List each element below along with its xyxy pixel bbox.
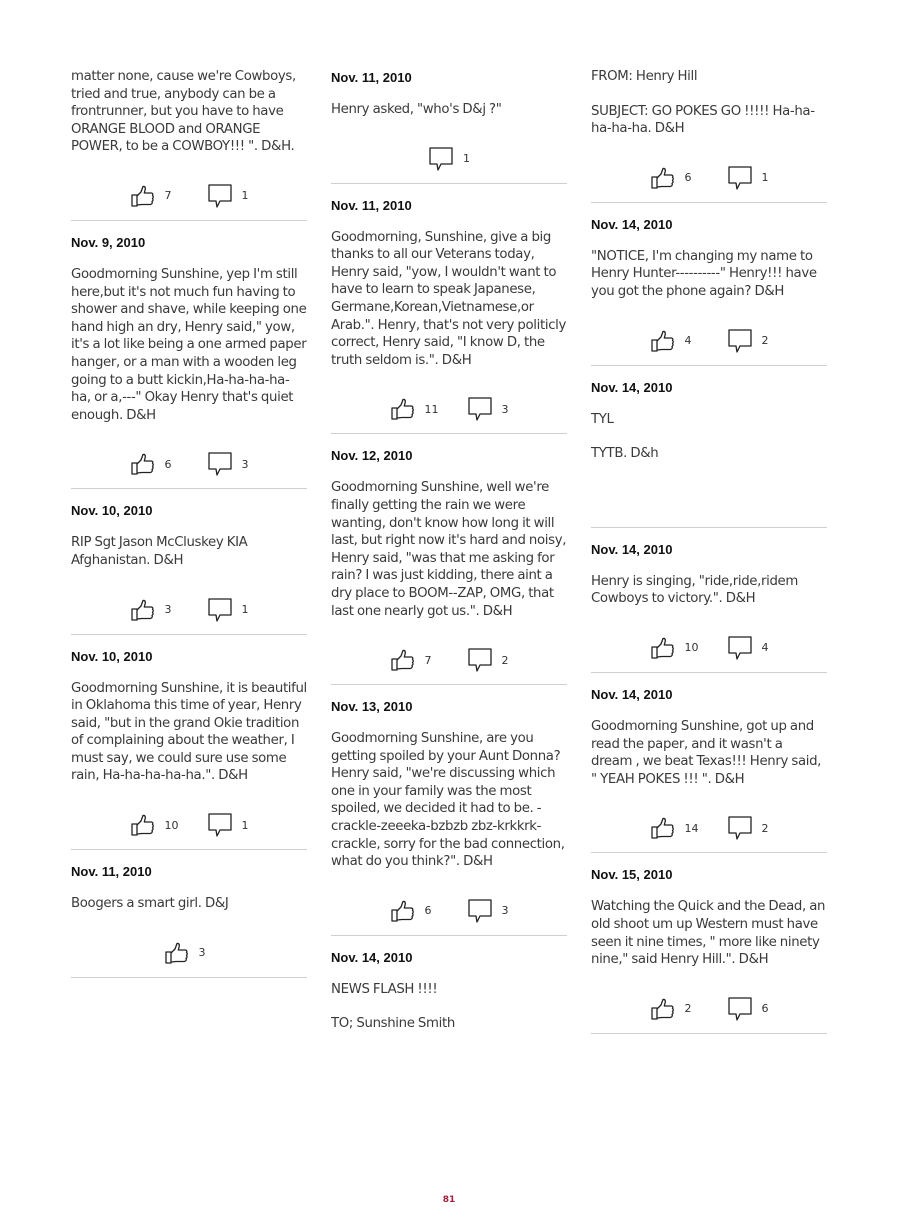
speech-bubble-icon — [727, 815, 753, 841]
comment-button[interactable] — [207, 812, 249, 838]
like-button[interactable] — [650, 636, 701, 660]
post-entry — [331, 950, 567, 1042]
like-button[interactable] — [390, 648, 441, 672]
post-entry — [71, 649, 307, 851]
post-paragraph: Boogers a smart girl. D&J — [71, 896, 229, 912]
reaction-bar — [331, 645, 567, 675]
comment-button[interactable] — [207, 597, 249, 623]
post-date: Nov. 10, 2010 — [71, 503, 153, 519]
thumbs-up-icon — [390, 648, 416, 672]
post-body — [71, 534, 307, 569]
thumbs-up-icon — [130, 184, 156, 208]
comment-button[interactable] — [467, 898, 509, 924]
post-entry — [591, 542, 827, 673]
post-paragraph: Goodmorning Sunshine, yep I'm still here,but it's not much fun having to shower and shave, while keeping one hand high an dry, Henry said," yow, it's a lot like being a one armed paper hanger, or a man with a wooden leg going to a butt kickin,Ha-ha-ha-ha-ha, or a,---" Okay Henry that's quiet enough. D&H — [71, 266, 307, 423]
comment-count: 3 — [501, 402, 509, 416]
thumbs-up-icon-graphic — [650, 329, 676, 353]
like-count: 7 — [164, 189, 172, 203]
like-button[interactable] — [390, 899, 441, 923]
like-button[interactable] — [650, 329, 701, 353]
post-entry — [331, 198, 567, 435]
comment-button[interactable] — [727, 328, 769, 354]
like-count: 4 — [684, 334, 692, 348]
comment-count: 2 — [501, 653, 509, 667]
column-right — [591, 68, 827, 1048]
reaction-bar — [591, 813, 827, 843]
speech-bubble-icon — [727, 635, 753, 661]
comment-count: 6 — [761, 1002, 769, 1016]
post-body — [331, 730, 567, 871]
like-button[interactable] — [650, 166, 701, 190]
thumbs-up-icon — [390, 899, 416, 923]
thumbs-up-icon-graphic — [650, 816, 676, 840]
post-paragraph: SUBJECT: GO POKES GO !!!!! Ha-ha-ha-ha-ha. D&H — [591, 103, 815, 137]
reaction-bar — [71, 449, 307, 479]
comment-count: 1 — [241, 603, 249, 616]
post-date: Nov. 11, 2010 — [331, 70, 412, 85]
like-button[interactable] — [390, 397, 441, 421]
thumbs-up-icon-graphic — [390, 648, 416, 672]
post-date: Nov. 13, 2010 — [331, 699, 413, 715]
speech-bubble-icon — [428, 146, 454, 172]
thumbs-up-icon-graphic — [390, 397, 416, 421]
comment-button[interactable] — [467, 647, 509, 673]
post-paragraph: TYTB. D&h — [591, 446, 659, 462]
comment-count: 1 — [761, 171, 769, 185]
comment-button[interactable] — [428, 146, 470, 172]
post-date: Nov. 14, 2010 — [591, 686, 673, 702]
like-button[interactable] — [650, 997, 701, 1021]
speech-bubble-icon — [467, 647, 493, 673]
post-entry — [71, 235, 307, 489]
comment-button[interactable] — [207, 183, 249, 209]
like-count: 14 — [684, 821, 699, 835]
post-paragraph: TYL — [591, 411, 614, 427]
comment-count: 4 — [761, 641, 769, 655]
post-entry — [591, 380, 827, 528]
post-paragraph: TO; Sunshine Smith — [331, 1016, 455, 1032]
like-button[interactable] — [130, 598, 181, 622]
post-entry — [591, 68, 827, 203]
thumbs-up-icon-graphic — [650, 166, 676, 190]
post-date: Nov. 15, 2010 — [591, 867, 673, 883]
post-paragraph: "NOTICE, I'm changing my name to Henry Hunter----------" Henry!!! have you got the phone again? D&H — [591, 248, 817, 299]
like-count: 6 — [424, 904, 432, 918]
reaction-bar — [71, 810, 307, 840]
thumbs-up-icon — [130, 813, 156, 837]
thumbs-up-icon-graphic — [650, 636, 676, 660]
post-paragraph: Goodmorning Sunshine, are you getting spoiled by your Aunt Donna? Henry said, "we're discussing which one in your family was the most spoiled, we decided it had to be. -crackle-zeeeka-bzbzb zbz-krkkrk-crackle, sorry for the bad connection, what do you think?". D&H — [331, 731, 565, 870]
comment-count: 2 — [761, 821, 769, 835]
post-date: Nov. 11, 2010 — [71, 864, 152, 880]
post-date: Nov. 14, 2010 — [331, 949, 413, 965]
reaction-bar — [71, 595, 307, 625]
thumbs-up-icon — [650, 166, 676, 190]
speech-bubble-icon — [207, 451, 233, 477]
speech-bubble-icon-graphic — [207, 451, 233, 477]
thumbs-up-icon-graphic — [650, 997, 676, 1021]
reaction-bar — [591, 633, 827, 663]
like-button[interactable] — [164, 941, 215, 965]
reaction-bar — [331, 144, 567, 174]
post-body — [591, 68, 827, 138]
comment-count: 3 — [241, 457, 249, 471]
like-count: 10 — [684, 641, 699, 655]
post-body — [591, 411, 827, 463]
post-date: Nov. 10, 2010 — [71, 648, 153, 664]
post-body — [591, 718, 827, 788]
speech-bubble-icon-graphic — [727, 328, 753, 354]
comment-button[interactable] — [727, 635, 769, 661]
comment-count: 1 — [241, 189, 249, 203]
post-paragraph: NEWS FLASH !!!! — [331, 981, 438, 997]
comment-button[interactable] — [727, 815, 769, 841]
like-count: 3 — [198, 946, 206, 960]
like-button[interactable] — [130, 184, 181, 208]
speech-bubble-icon-graphic — [467, 647, 493, 673]
post-date: Nov. 9, 2010 — [71, 234, 146, 250]
thumbs-up-icon — [650, 997, 676, 1021]
post-entry — [71, 68, 307, 221]
post-entry — [591, 867, 827, 1033]
speech-bubble-icon-graphic — [207, 597, 233, 623]
thumbs-up-icon-graphic — [130, 813, 156, 837]
post-paragraph: Henry asked, "who's D&j ?" — [331, 102, 502, 117]
post-entry — [591, 687, 827, 853]
speech-bubble-icon — [207, 597, 233, 623]
post-paragraph: Watching the Quick and the Dead, an old shoot um up Western must have seen it nine times, " more like ninety nine," said Henry Hill.". D&H — [591, 899, 826, 968]
thumbs-up-icon-graphic — [130, 598, 156, 622]
reaction-bar — [71, 181, 307, 211]
thumbs-up-icon — [650, 816, 676, 840]
post-body — [591, 573, 827, 608]
reaction-bar — [71, 938, 307, 968]
post-date: Nov. 14, 2010 — [591, 541, 673, 557]
like-count: 10 — [164, 818, 179, 832]
post-entry — [331, 699, 567, 936]
post-paragraph: RIP Sgt Jason McCluskey KIA Afghanistan. D&H — [71, 535, 248, 568]
comment-count: 3 — [501, 904, 509, 918]
post-date: Nov. 14, 2010 — [591, 379, 673, 395]
post-paragraph: matter none, cause we're Cowboys, tried and true, anybody can be a frontrunner, but you have to have ORANGE BLOOD and ORANGE POWER, to be a COWBOY!!! ". D&H. — [71, 69, 296, 155]
reaction-bar — [591, 163, 827, 193]
post-date: Nov. 11, 2010 — [331, 197, 412, 213]
post-date: Nov. 12, 2010 — [331, 448, 413, 464]
post-body — [331, 229, 567, 370]
comment-button[interactable] — [207, 451, 249, 477]
thumbs-up-icon-graphic — [130, 184, 156, 208]
comment-button[interactable] — [727, 165, 769, 191]
reaction-bar — [331, 896, 567, 926]
post-date: Nov. 14, 2010 — [591, 216, 673, 232]
post-body — [331, 981, 567, 1033]
thumbs-up-icon — [164, 941, 190, 965]
thumbs-up-icon — [650, 329, 676, 353]
comment-count: 2 — [761, 334, 769, 348]
post-body — [71, 68, 307, 156]
post-entry — [71, 864, 307, 978]
comment-count: 1 — [241, 818, 249, 832]
like-count: 7 — [424, 653, 432, 667]
post-body — [71, 895, 307, 913]
speech-bubble-icon — [727, 328, 753, 354]
thumbs-up-icon — [390, 397, 416, 421]
speech-bubble-icon-graphic — [727, 165, 753, 191]
speech-bubble-icon — [207, 183, 233, 209]
reaction-bar — [591, 994, 827, 1024]
speech-bubble-icon — [207, 812, 233, 838]
column-middle — [331, 68, 567, 1056]
speech-bubble-icon — [467, 396, 493, 422]
post-body — [71, 680, 307, 786]
reaction-bar — [331, 394, 567, 424]
thumbs-up-icon-graphic — [164, 941, 190, 965]
comment-count: 1 — [463, 152, 470, 166]
post-entry — [331, 70, 567, 184]
comment-button[interactable] — [467, 396, 509, 422]
speech-bubble-icon-graphic — [467, 396, 493, 422]
post-entry — [591, 217, 827, 366]
speech-bubble-icon — [727, 996, 753, 1022]
speech-bubble-icon-graphic — [727, 635, 753, 661]
speech-bubble-icon — [727, 165, 753, 191]
like-count: 6 — [684, 171, 692, 185]
like-count: 2 — [684, 1002, 692, 1016]
like-count: 11 — [424, 402, 439, 416]
post-entry — [71, 503, 307, 634]
page-number: 81 — [442, 1195, 456, 1205]
post-body — [331, 479, 567, 620]
thumbs-up-icon-graphic — [130, 452, 156, 476]
speech-bubble-icon-graphic — [727, 996, 753, 1022]
like-button[interactable] — [130, 452, 181, 476]
speech-bubble-icon-graphic — [428, 146, 454, 172]
reaction-bar — [591, 326, 827, 356]
speech-bubble-icon-graphic — [207, 812, 233, 838]
like-count: 6 — [164, 457, 172, 471]
post-paragraph: FROM: Henry Hill — [591, 69, 698, 84]
thumbs-up-icon-graphic — [390, 899, 416, 923]
speech-bubble-icon-graphic — [467, 898, 493, 924]
speech-bubble-icon-graphic — [727, 815, 753, 841]
speech-bubble-icon — [467, 898, 493, 924]
speech-bubble-icon-graphic — [207, 183, 233, 209]
post-paragraph: Henry is singing, "ride,ride,ridem Cowboys to victory.". D&H — [591, 573, 798, 607]
post-body — [331, 101, 567, 119]
post-paragraph: Goodmorning, Sunshine, give a big thanks to all our Veterans today, Henry said, "yow, I wouldn't want to have to learn to speak Japanese, Germane,Korean,Vietnamese,or Arab.". Henry, that's not very politicly correct, Henry said, "I know D, the truth seldom is.". D&H — [331, 229, 567, 368]
thumbs-up-icon — [650, 636, 676, 660]
column-left — [71, 68, 307, 992]
like-button[interactable] — [130, 813, 181, 837]
thumbs-up-icon — [130, 598, 156, 622]
post-paragraph: Goodmorning Sunshine, well we're finally getting the rain we were wanting, don't know how long it will last, but right now it's hard and noisy, Henry said, "was that me asking for rain? I was just kidding, there aint a dry place to BOOM--ZAP, OMG, that last one nearly got us.". D&H — [331, 480, 567, 619]
post-body — [591, 248, 827, 301]
thumbs-up-icon — [130, 452, 156, 476]
like-button[interactable] — [650, 816, 701, 840]
comment-button[interactable] — [727, 996, 769, 1022]
post-entry — [331, 448, 567, 685]
post-body — [591, 898, 827, 968]
post-paragraph: Goodmorning Sunshine, it is beautiful in Oklahoma this time of year, Henry said, "but in the grand Okie tradition of complaining about the weather, I must say, we could sure use some rain, Ha-ha-ha-ha-ha.". D&H — [71, 680, 307, 784]
post-paragraph: Goodmorning Sunshine, got up and read the paper, and it wasn't a dream , we beat Texas!!! Henry said, " YEAH POKES !!! ". D&H — [591, 718, 822, 787]
post-body — [71, 266, 307, 424]
like-count: 3 — [164, 603, 172, 616]
